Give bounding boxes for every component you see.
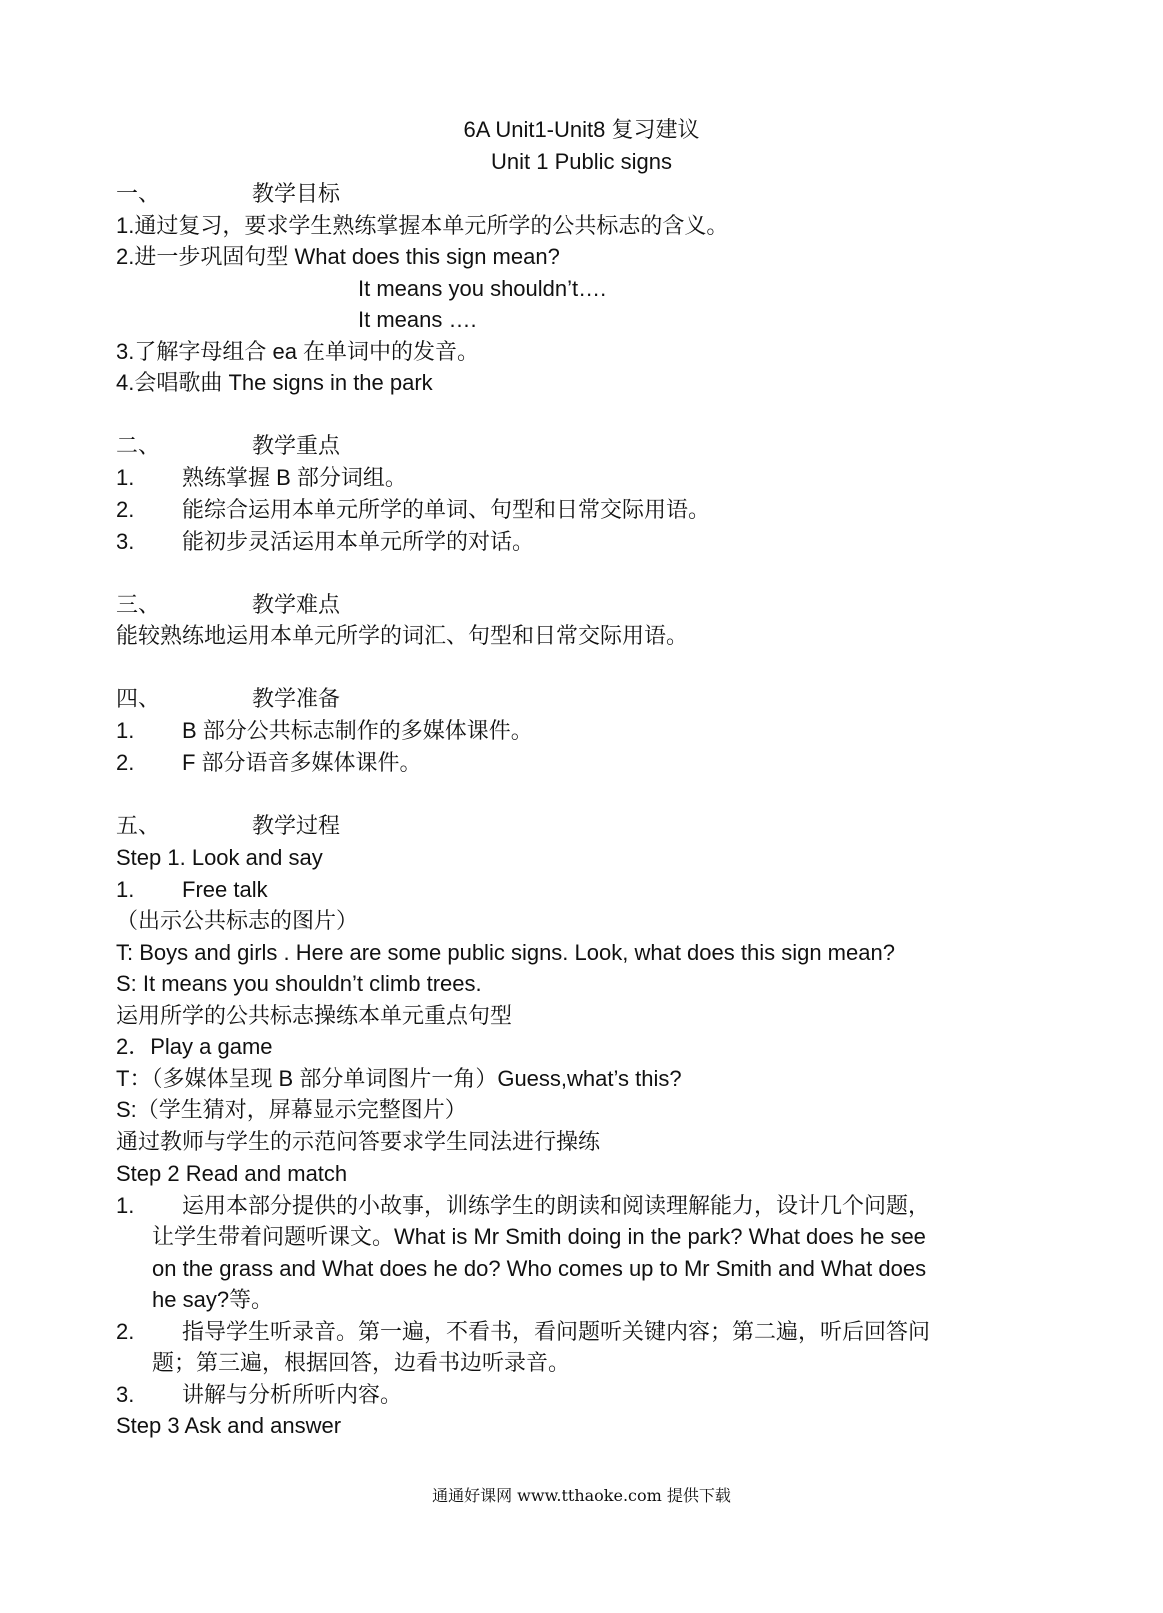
step-2-item-1-line-2: 让学生带着问题听课文。What is Mr Smith doing in the park? What does he see bbox=[152, 1224, 926, 1249]
section-5-heading: 教学过程 bbox=[252, 813, 341, 838]
preparation-2-number: 2. bbox=[116, 750, 135, 775]
section-3-number: 三、 bbox=[116, 592, 161, 617]
teacher-line-1: T: Boys and girls . Here are some public signs. Look, what does this sign mean? bbox=[116, 940, 895, 965]
objective-3: 3.了解字母组合 ea 在单词中的发音。 bbox=[116, 339, 480, 364]
step-1-item-1: Free talk bbox=[182, 877, 268, 902]
preparation-1: B 部分公共标志制作的多媒体课件。 bbox=[182, 718, 533, 743]
show-signs-note: （出示公共标志的图片） bbox=[116, 908, 359, 933]
section-4-number: 四、 bbox=[116, 686, 161, 711]
step-2-item-2-line-1: 指导学生听录音。第一遍，不看书，看问题听关键内容；第二遍，听后回答问 bbox=[182, 1319, 931, 1344]
preparation-2: F 部分语音多媒体课件。 bbox=[182, 750, 422, 775]
objective-2-pattern-a: It means you shouldn’t…. bbox=[358, 276, 607, 301]
section-1-number: 一、 bbox=[116, 181, 161, 206]
step-3-heading: Step 3 Ask and answer bbox=[116, 1413, 342, 1438]
unit-title: Unit 1 Public signs bbox=[491, 149, 672, 174]
objective-2: 2.进一步巩固句型 What does this sign mean? bbox=[116, 244, 560, 269]
step-2-heading: Step 2 Read and match bbox=[116, 1161, 348, 1186]
section-5-number: 五、 bbox=[116, 813, 161, 838]
step-1-item-1-number: 1. bbox=[116, 877, 135, 902]
student-line-2: S:（学生猜对，屏幕显示完整图片） bbox=[116, 1097, 467, 1122]
practice-note: 运用所学的公共标志操练本单元重点句型 bbox=[116, 1003, 513, 1028]
section-4-heading: 教学准备 bbox=[252, 686, 341, 711]
section-2-number: 二、 bbox=[116, 433, 161, 458]
key-point-2-number: 2. bbox=[116, 497, 135, 522]
step-2-item-2-number: 2. bbox=[116, 1319, 135, 1344]
document-title: 6A Unit1-Unit8 复习建议 bbox=[463, 117, 700, 142]
difficulty-text: 能较熟练地运用本单元所学的词汇、句型和日常交际用语。 bbox=[116, 623, 689, 648]
step-2-item-1-line-3: on the grass and What does he do? Who comes up to Mr Smith and What does bbox=[152, 1256, 927, 1281]
preparation-1-number: 1. bbox=[116, 718, 135, 743]
key-point-1: 熟练掌握 B 部分词组。 bbox=[182, 465, 407, 490]
demo-note: 通过教师与学生的示范问答要求学生同法进行操练 bbox=[116, 1129, 601, 1154]
step-2-item-3-number: 3. bbox=[116, 1382, 135, 1407]
section-1-heading: 教学目标 bbox=[252, 181, 341, 206]
key-point-3: 能初步灵活运用本单元所学的对话。 bbox=[182, 529, 535, 554]
objective-2-pattern-b: It means …. bbox=[358, 307, 477, 332]
section-2-heading: 教学重点 bbox=[252, 433, 341, 458]
step-2-item-3: 讲解与分析所听内容。 bbox=[182, 1382, 403, 1407]
section-3-heading: 教学难点 bbox=[252, 592, 341, 617]
objective-4: 4.会唱歌曲 The signs in the park bbox=[116, 370, 433, 395]
key-point-3-number: 3. bbox=[116, 529, 135, 554]
objective-1: 1.通过复习，要求学生熟练掌握本单元所学的公共标志的含义。 bbox=[116, 213, 729, 238]
key-point-2: 能综合运用本单元所学的单词、句型和日常交际用语。 bbox=[182, 497, 711, 522]
page-footer: 通通好课网 www.tthaoke.com 提供下载 bbox=[432, 1486, 731, 1505]
student-line-1: S: It means you shouldn’t climb trees. bbox=[116, 971, 482, 996]
step-2-item-1-number: 1. bbox=[116, 1193, 135, 1218]
step-2-item-2-line-2: 题；第三遍，根据回答，边看书边听录音。 bbox=[152, 1350, 571, 1375]
step-1-heading: Step 1. Look and say bbox=[116, 845, 323, 870]
key-point-1-number: 1. bbox=[116, 465, 135, 490]
step-2-item-1-line-4: he say?等。 bbox=[152, 1287, 274, 1312]
teacher-line-2: T：（多媒体呈现 B 部分单词图片一角）Guess,what’s this? bbox=[116, 1066, 682, 1091]
play-a-game: 2．Play a game bbox=[116, 1034, 273, 1059]
step-2-item-1-line-1: 运用本部分提供的小故事，训练学生的朗读和阅读理解能力，设计几个问题， bbox=[182, 1193, 931, 1218]
